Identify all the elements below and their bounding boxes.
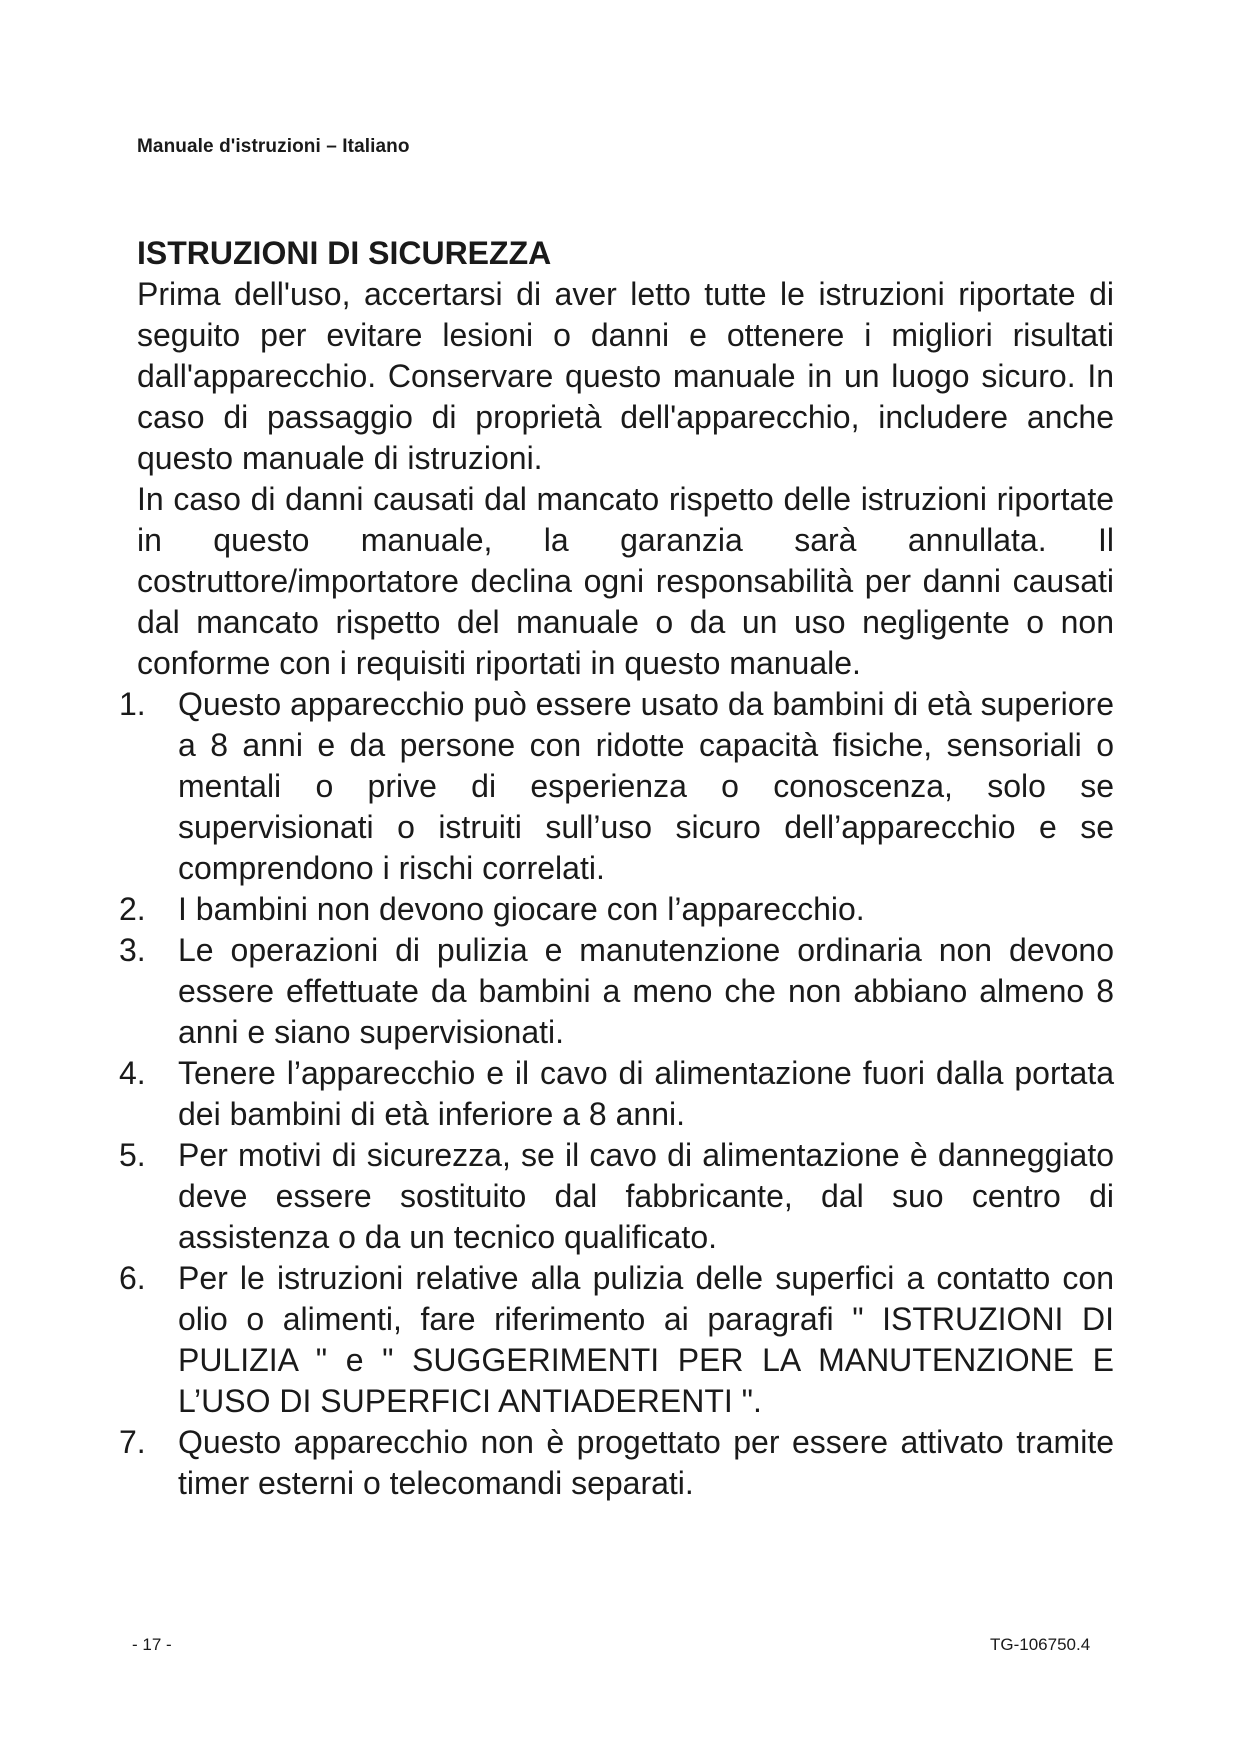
list-item-text: Per le istruzioni relative alla pulizia delle superfici a contatto con olio o alimenti, fare riferimento ai paragrafi " ISTRUZIONI DI PULIZIA " e " SUGGERIMENTI PER LA MANUTENZIONE E L’USO DI SUPERFICI ANTIADERENTI ".: [178, 1260, 1114, 1419]
page-header: Manuale d'istruzioni – Italiano: [137, 136, 410, 157]
list-item-number: 5.: [119, 1137, 146, 1173]
page-number: - 17 -: [132, 1635, 172, 1654]
list-item-number: 4.: [119, 1055, 146, 1091]
list-item-number: 3.: [119, 932, 146, 968]
section-title: ISTRUZIONI DI SICUREZZA: [137, 235, 552, 271]
list-item-text: Questo apparecchio non è progettato per essere attivato tramite timer esterni o telecomandi separati.: [178, 1424, 1114, 1501]
list-item-text: Questo apparecchio può essere usato da bambini di età superiore a 8 anni e da persone con ridotte capacità fisiche, sensoriali o mentali o prive di esperienza o conoscenza, solo se supervisionati o istruiti sull’uso sicuro dell’apparecchio e se comprendono i rischi correlati.: [178, 686, 1114, 886]
list-item-text: I bambini non devono giocare con l’apparecchio.: [178, 891, 865, 927]
list-item-number: 1.: [119, 686, 146, 722]
document-code: TG-106750.4: [990, 1635, 1091, 1654]
list-item: [119, 889, 1114, 930]
list-item-number: 7.: [119, 1424, 146, 1460]
list-item: [119, 1135, 1114, 1258]
list-item-text: Per motivi di sicurezza, se il cavo di alimentazione è danneggiato deve essere sostituito dal fabbricante, dal suo centro di assistenza o da un tecnico qualificato.: [178, 1137, 1114, 1255]
list-item-number: 6.: [119, 1260, 146, 1296]
list-item: [119, 1258, 1114, 1422]
intro-paragraph: Prima dell'uso, accertarsi di aver letto tutte le istruzioni riportate di seguito per evitare lesioni o danni e ottenere i migliori risultati dall'apparecchio. Conservare questo manuale in un luogo sicuro. In caso di passaggio di proprietà dell'apparecchio, includere anche questo manuale di istruzioni.: [137, 276, 1114, 476]
list-item-text: Tenere l’apparecchio e il cavo di alimentazione fuori dalla portata dei bambini di età inferiore a 8 anni.: [178, 1055, 1114, 1132]
safety-list: [119, 684, 1114, 1504]
list-item-text: Le operazioni di pulizia e manutenzione ordinaria non devono essere effettuate da bambini a meno che non abbiano almeno 8 anni e siano supervisionati.: [178, 932, 1114, 1050]
list-item: [119, 1053, 1114, 1135]
list-item: [119, 930, 1114, 1053]
list-item: [119, 684, 1114, 889]
list-item: [119, 1422, 1114, 1504]
safety-section: [119, 233, 1114, 1504]
warranty-paragraph: In caso di danni causati dal mancato rispetto delle istruzioni riportate in questo manuale, la garanzia sarà annullata. Il costruttore/importatore declina ogni responsabilità per danni causati dal mancato rispetto del manuale o da un uso negligente o non conforme con i requisiti riportati in questo manuale.: [137, 481, 1114, 681]
list-item-number: 2.: [119, 891, 146, 927]
